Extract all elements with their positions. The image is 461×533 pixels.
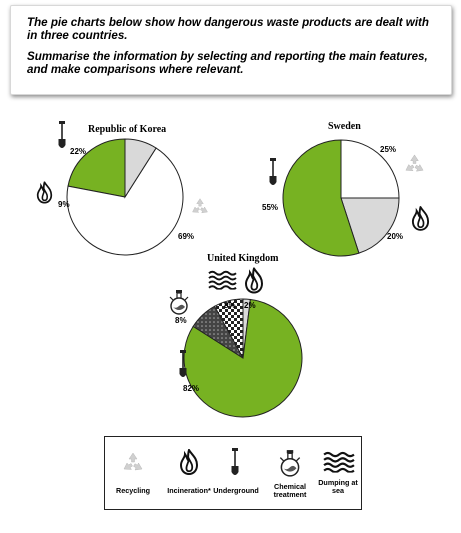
slice-label-uk-dumping: 8% [224,301,236,310]
shovel-icon [178,346,188,384]
slice-label-korea-underground: 22% [70,147,87,156]
legend-label-incineration: Incineration* [167,486,211,495]
legend-label-recycling: Recycling [116,486,150,495]
flask-icon [166,289,192,315]
legend-label-underground: Underground [213,486,259,495]
legend-label-chemical: Chemical treatment [273,482,307,499]
slice-label-uk-chemical: 8% [175,316,187,325]
chart-title-sweden: Sweden [328,121,361,132]
recycling-icon [121,451,145,475]
slice-label-korea-incineration: 9% [58,200,70,209]
waves-icon [208,268,237,292]
slice-label-uk-incineration: 2% [244,301,256,310]
slice-label-sweden-recycling: 25% [380,145,397,154]
shovel-icon [230,445,240,481]
flask-icon [277,449,303,477]
flame-icon [244,267,264,294]
waves-icon [323,451,355,473]
slice-label-sweden-incineration: 20% [387,232,404,241]
slice-label-sweden-underground: 55% [262,203,279,212]
task-description: The pie charts below show how dangerous waste products are dealt with in three countries. [27,16,429,42]
legend [104,436,362,510]
chart-title-korea: Republic of Korea [88,124,167,135]
slice-label-korea-recycling: 69% [178,232,195,241]
legend-label-dumping: Dumping at sea [318,478,358,495]
chart-title-uk: United Kingdom [207,253,279,264]
flame-icon [179,449,199,475]
slice-label-uk-underground: 82% [183,384,200,393]
task-instructions: Summarise the information by selecting and reporting the main features, and make comparisons where relevant. [27,50,428,76]
